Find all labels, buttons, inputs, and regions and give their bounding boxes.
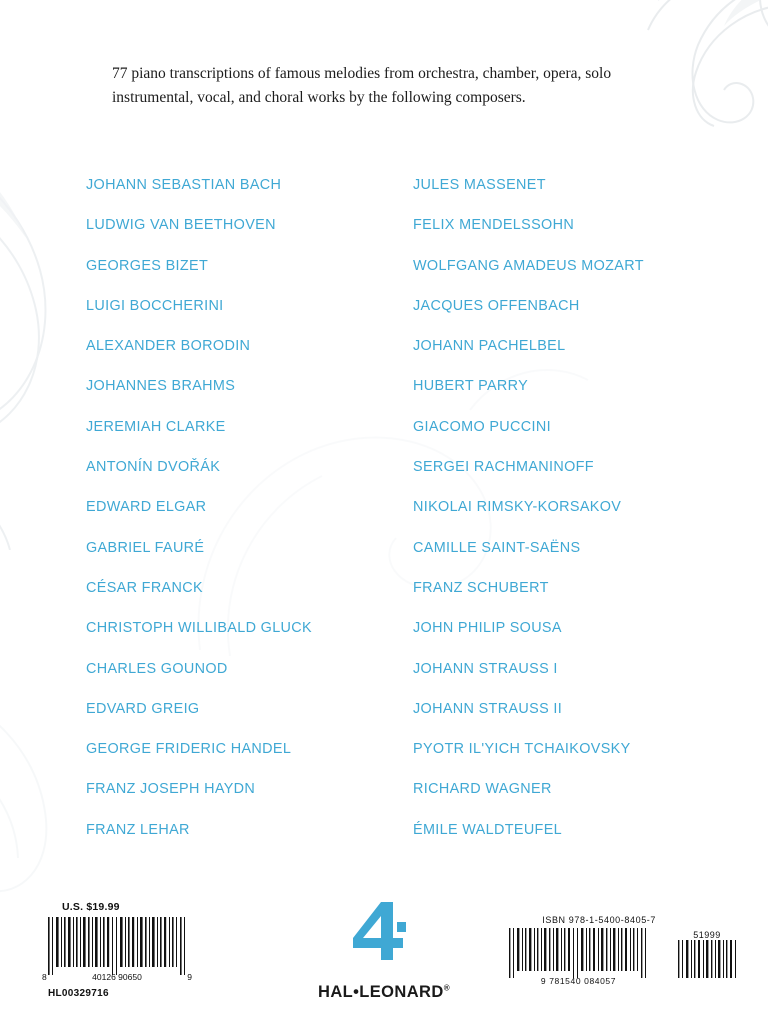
ean-barcode xyxy=(501,928,656,978)
composer-name: CHARLES GOUNOD xyxy=(86,660,228,677)
composer-name: JOHANN STRAUSS I xyxy=(413,660,558,677)
publisher-logo xyxy=(299,900,469,1002)
publisher-name xyxy=(299,983,469,1002)
composer-column-left xyxy=(86,165,369,850)
upc-left-digit: 8 xyxy=(42,972,47,982)
composer-name: JOHANNES BRAHMS xyxy=(86,378,236,395)
composer-name: JOHANN STRAUSS II xyxy=(413,700,563,717)
composer-name: EDVARD GREIG xyxy=(86,700,200,717)
composer-name: CHRISTOPH WILLIBALD GLUCK xyxy=(86,620,312,637)
composer-name: FELIX MENDELSSOHN xyxy=(413,217,575,234)
composer-name: GEORGE FRIDERIC HANDEL xyxy=(86,741,292,758)
composer-name: LUDWIG VAN BEETHOVEN xyxy=(86,217,276,234)
addon-digits: 51999 xyxy=(693,930,721,940)
composer-name: WOLFGANG AMADEUS MOZART xyxy=(413,257,644,274)
composer-name: FRANZ LEHAR xyxy=(86,821,190,838)
ean-digits: 9 781540 084057 xyxy=(540,976,617,986)
composer-name: GIACOMO PUCCINI xyxy=(413,418,551,435)
composer-name: JULES MASSENET xyxy=(413,177,546,193)
upc-right-digit: 9 xyxy=(187,972,192,982)
composer-name: FRANZ SCHUBERT xyxy=(413,579,549,596)
composer-name: LUIGI BOCCHERINI xyxy=(86,297,224,314)
hal-leonard-product-number: HL00329716 xyxy=(48,988,109,999)
price-label: U.S. $19.99 xyxy=(62,901,120,913)
composer-name: EDWARD ELGAR xyxy=(86,499,207,516)
composer-name: NIKOLAI RIMSKY-KORSAKOV xyxy=(413,499,622,516)
composer-name: ANTONÍN DVOŘÁK xyxy=(86,459,221,476)
composer-name: JACQUES OFFENBACH xyxy=(413,297,580,314)
ean-addon-barcode xyxy=(674,940,740,978)
composer-name: ÉMILE WALDTEUFEL xyxy=(413,821,562,838)
isbn-label: ISBN 978-1-5400-8405-7 xyxy=(542,915,656,925)
composer-column-right xyxy=(413,165,696,850)
composer-name: SERGEI RACHMANINOFF xyxy=(413,459,594,476)
composer-name: GEORGES BIZET xyxy=(86,257,209,274)
registered-trademark-icon: ® xyxy=(443,983,450,993)
composer-name: ALEXANDER BORODIN xyxy=(86,338,251,355)
intro-description: 77 piano transcriptions of famous melodies from orchestra, chamber, opera, solo instrumental, vocal, and choral works by the following composers. xyxy=(112,65,612,107)
upc-digits xyxy=(42,972,192,982)
composer-name: CAMILLE SAINT-SAËNS xyxy=(413,539,581,556)
composer-name: HUBERT PARRY xyxy=(413,378,529,395)
composer-name: GABRIEL FAURÉ xyxy=(86,539,205,556)
composer-name: RICHARD WAGNER xyxy=(413,781,552,798)
composer-name: JOHANN SEBASTIAN BACH xyxy=(86,177,282,193)
upc-main-digits: 40126 90650 xyxy=(92,972,142,982)
publisher-name-text: HAL•LEONARD xyxy=(318,983,444,1001)
upc-barcode xyxy=(42,917,192,975)
composer-name: JOHN PHILIP SOUSA xyxy=(413,620,562,637)
composer-name: JEREMIAH CLARKE xyxy=(86,418,226,435)
composer-name: PYOTR IL'YICH TCHAIKOVSKY xyxy=(413,741,631,758)
composer-list xyxy=(86,165,696,850)
composer-name: CÉSAR FRANCK xyxy=(86,579,203,596)
composer-name: FRANZ JOSEPH HAYDN xyxy=(86,781,256,798)
composer-name: JOHANN PACHELBEL xyxy=(413,338,566,355)
hal-leonard-mark-icon xyxy=(341,900,427,972)
